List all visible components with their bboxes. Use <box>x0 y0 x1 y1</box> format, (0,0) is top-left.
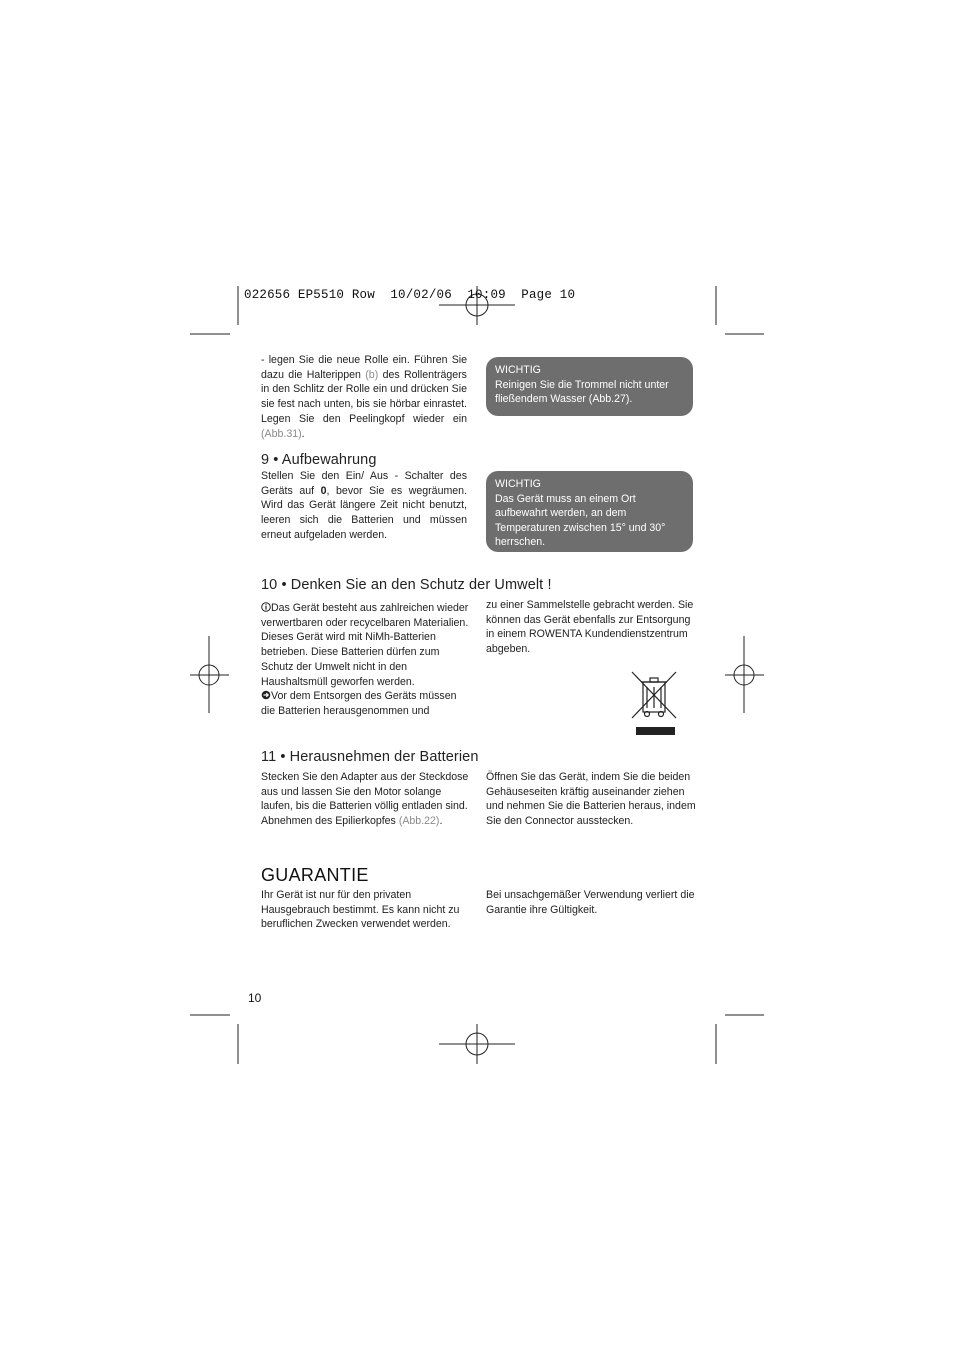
important-note-cleaning <box>486 357 693 416</box>
heading-remove-batteries: 11 • Herausnehmen der Batterien <box>261 749 479 765</box>
environment-right-column: zu einer Sammelstelle gebracht werden. Sie können das Gerät ebenfalls zur Entsorgung in einem ROWENTA Kundendienstzentrum abgeben. <box>486 599 694 656</box>
page-number: 10 <box>248 991 262 1005</box>
note-text: Reinigen Sie die Trommel nicht unter fließendem Wasser (Abb.27). <box>495 378 669 405</box>
ref-abb31: (Abb.31) <box>261 427 302 440</box>
registration-mark-left <box>190 636 229 713</box>
batteries-left-column: Stecken Sie den Adapter aus der Steckdose aus und lassen Sie den Motor solange laufen, bis die Batterien völlig entladen sind. Abnehmen des Epilierkopfes (Abb.22). <box>261 771 469 828</box>
note-text: Das Gerät muss an einem Ort aufbewahrt werden, an dem Temperaturen zwischen 15° und 30° herrschen. <box>495 492 666 548</box>
print-slug: 022656 EP5510 Row 10/02/06 10:09 Page 10 <box>244 288 576 302</box>
ref-abb22: (Abb.22) <box>398 815 440 828</box>
info-icon <box>261 602 271 612</box>
guarantee-right-column: Bei unsachgemäßer Verwendung verliert die Garantie ihre Gültigkeit. <box>486 889 695 916</box>
registration-mark-bottom <box>439 1024 515 1064</box>
arrow-right-icon <box>261 690 271 700</box>
guarantee-left-column: Ihr Gerät ist nur für den privaten Hausgebrauch bestimmt. Es kann nicht zu beruflichen Zwecken verwendet werden. <box>261 889 460 931</box>
heading-environment: 10 • Denken Sie an den Schutz der Umwelt ! <box>261 577 552 593</box>
important-note-storage <box>486 471 693 552</box>
note-label: WICHTIG <box>495 478 541 490</box>
weee-bin-icon <box>630 670 678 738</box>
heading-storage: 9 • Aufbewahrung <box>261 452 377 468</box>
note-label: WICHTIG <box>495 364 541 376</box>
storage-paragraph: Stellen Sie den Ein/ Aus - Schalter des Geräts auf 0, bevor Sie es wegräumen. Wird das Gerät längere Zeit nicht benutzt, leeren sich die Batterien und müssen erneut aufgeladen werden. <box>261 470 468 541</box>
environment-left-column: Das Gerät besteht aus zahlreichen wieder verwertbaren oder recycelbaren Materialien. Dieses Gerät wird mit NiMh-Batterien betrieben. Diese Batterien dürfen zum Schutz der Umwelt nicht in den Haushaltsmüll geworfen werden. Vor dem Entsorgen des Geräts müssen die Batterien herausgenommen und <box>261 602 469 717</box>
heading-guarantee: GUARANTIE <box>261 865 369 885</box>
ref-b: (b) <box>365 368 379 381</box>
intro-paragraph: - legen Sie die neue Rolle ein. Führen Sie dazu die Halterippen (b) des Rollenträgers in den Schlitz der Rolle ein und drücken Sie sie fest nach unten, bis sie hörbar einrastet. Legen Sie den Peelingkopf wieder ein (Abb.31). <box>261 354 467 440</box>
batteries-right-column: Öffnen Sie das Gerät, indem Sie die beiden Gehäuseseiten kräftig auseinander ziehen und nehmen Sie die Batterien heraus, indem Sie den Connector ausstecken. <box>486 771 696 828</box>
registration-mark-right <box>725 636 764 713</box>
